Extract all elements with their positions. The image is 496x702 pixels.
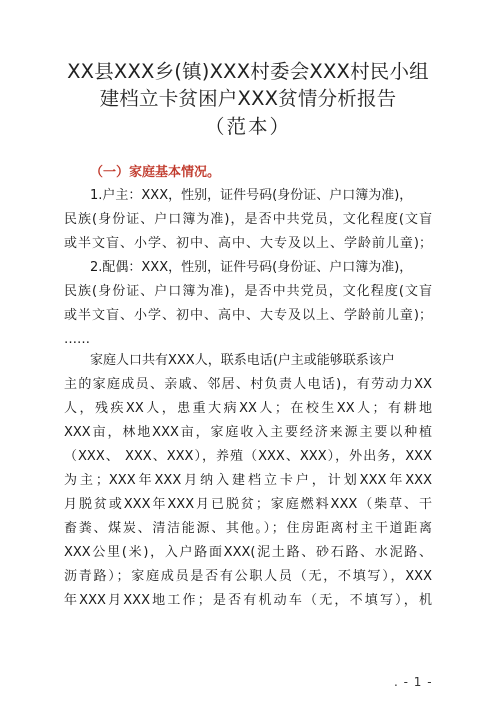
body-line: 1.户主：XXX，性别，证件号码(身份证、户口簿为准)， bbox=[90, 188, 413, 203]
body-line: …… bbox=[64, 332, 90, 347]
report-title-line-1: XX县XXX乡(镇)XXX村委会XXX村民小组 bbox=[67, 60, 429, 83]
body-line: 或半文盲、小学、初中、高中、大专及以上、学龄前儿童)； bbox=[64, 308, 432, 323]
body-line: 2.配偶：XXX，性别，证件号码(身份证、户口簿为准)， bbox=[90, 260, 413, 275]
body-line: 或半文盲、小学、初中、高中、大专及以上、学龄前儿童)； bbox=[64, 236, 432, 251]
body-line: XXX公里(米)，入户路面XXX(泥土路、砂石路、水泥路、 bbox=[64, 545, 432, 560]
section-heading: （一）家庭基本情况。 bbox=[90, 165, 221, 180]
report-title-line-2: 建档立卡贫困户XXX贫情分析报告 bbox=[99, 87, 397, 110]
body-line: 人，残疾XX人，患重大病XX人；在校生XX人；有耕地 bbox=[64, 401, 432, 416]
body-line: 家庭人口共有XXX人，联系电话(户主或能够联系该户 bbox=[90, 353, 395, 368]
body-line: 沥青路）；家庭成员是否有公职人员（无，不填写），XXX bbox=[64, 569, 432, 584]
body-line: 畜粪、煤炭、清洁能源、其他。）；住房距离村主干道距离 bbox=[64, 521, 432, 536]
body-line: 月脱贫或XXX年XXX月已脱贫；家庭燃料XXX（柴草、干 bbox=[64, 497, 432, 512]
body-line: 为主；XXX年XXX月纳入建档立卡户，计划XXX年XXX bbox=[64, 473, 432, 488]
body-line: （XXX、 XXX、XXX），养殖（XXX、XXX），外出务，XXX bbox=[64, 449, 432, 464]
page-number: . - 1 - bbox=[394, 675, 433, 689]
body-line: 年XXX月XXX地工作；是否有机动车（无，不填写），机 bbox=[64, 593, 432, 608]
body-line: 民族(身份证、户口簿为准)，是否中共党员，文化程度(文盲 bbox=[64, 212, 432, 227]
body-line: 民族(身份证、户口簿为准)，是否中共党员，文化程度(文盲 bbox=[64, 284, 432, 299]
body-line: XXX亩，林地XXX亩，家庭收入主要经济来源主要以种植 bbox=[64, 425, 432, 440]
body-line: 主的家庭成员、亲戚、邻居、村负责人电话)，有劳动力XX bbox=[64, 377, 432, 392]
report-title-line-3: （范本） bbox=[204, 115, 291, 138]
